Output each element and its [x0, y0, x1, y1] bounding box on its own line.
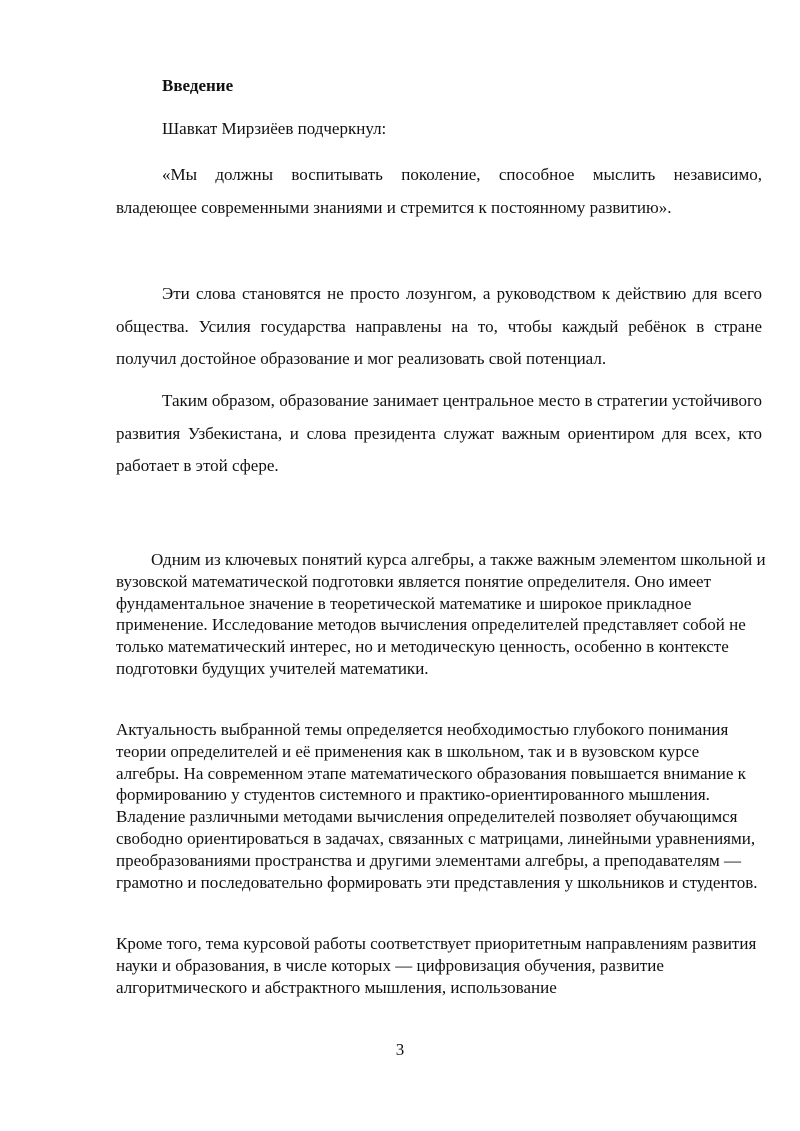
section-heading: Введение [162, 76, 234, 95]
body-block: Кроме того, тема курсовой работы соответствует приоритетным направлениям развития науки и образования, в числе которых — цифровизация обучения, развитие алгоритмического и абстрактного мышления, использование [116, 934, 757, 997]
body-block: Актуальность выбранной темы определяется необходимостью глубокого понимания теории определителей и её применения как в школьном, так и в вузовском курсе алгебры. На современном этапе математического образования повышается внимание к формированию у студентов системного и практико-ориентированного мышления. Владение различными методами вычисления определителей позволяет обучающимся свободно ориентироваться в задачах, связанных с матрицами, линейными уравнениями, преобразованиями пространства и другими элементами алгебры, а преподавателям — грамотно и последовательно формировать эти представления у школьников и студентов. [116, 720, 758, 892]
body-block: Одним из ключевых понятий курса алгебры, а также важным элементом школьной и вузовской математической подготовки является понятие определителя. Оно имеет фундаментальное значение в теоретической математике и широкое прикладное применение. Исследование методов вычисления определителей представляет собой не только математический интерес, но и методическую ценность, особенно в контексте подготовки будущих учителей математики. [116, 550, 766, 678]
body-paragraph: Таким образом, образование занимает центральное место в стратегии устойчивого развития Узбекистана, и слова президента служат важным ориентиром для всех, кто работает в этой сфере. [116, 391, 762, 475]
page-number: 3 [395, 1040, 405, 1059]
quote-attribution: Шавкат Мирзиёев подчеркнул: [162, 119, 387, 138]
quote-paragraph: «Мы должны воспитывать поколение, способное мыслить независимо, владеющее современными знаниями и стремится к постоянному развитию». [116, 165, 762, 217]
body-paragraph: Эти слова становятся не просто лозунгом, а руководством к действию для всего общества. Усилия государства направлены на то, чтобы каждый ребёнок в стране получил достойное образование и мог реализовать свой потенциал. [116, 284, 762, 368]
